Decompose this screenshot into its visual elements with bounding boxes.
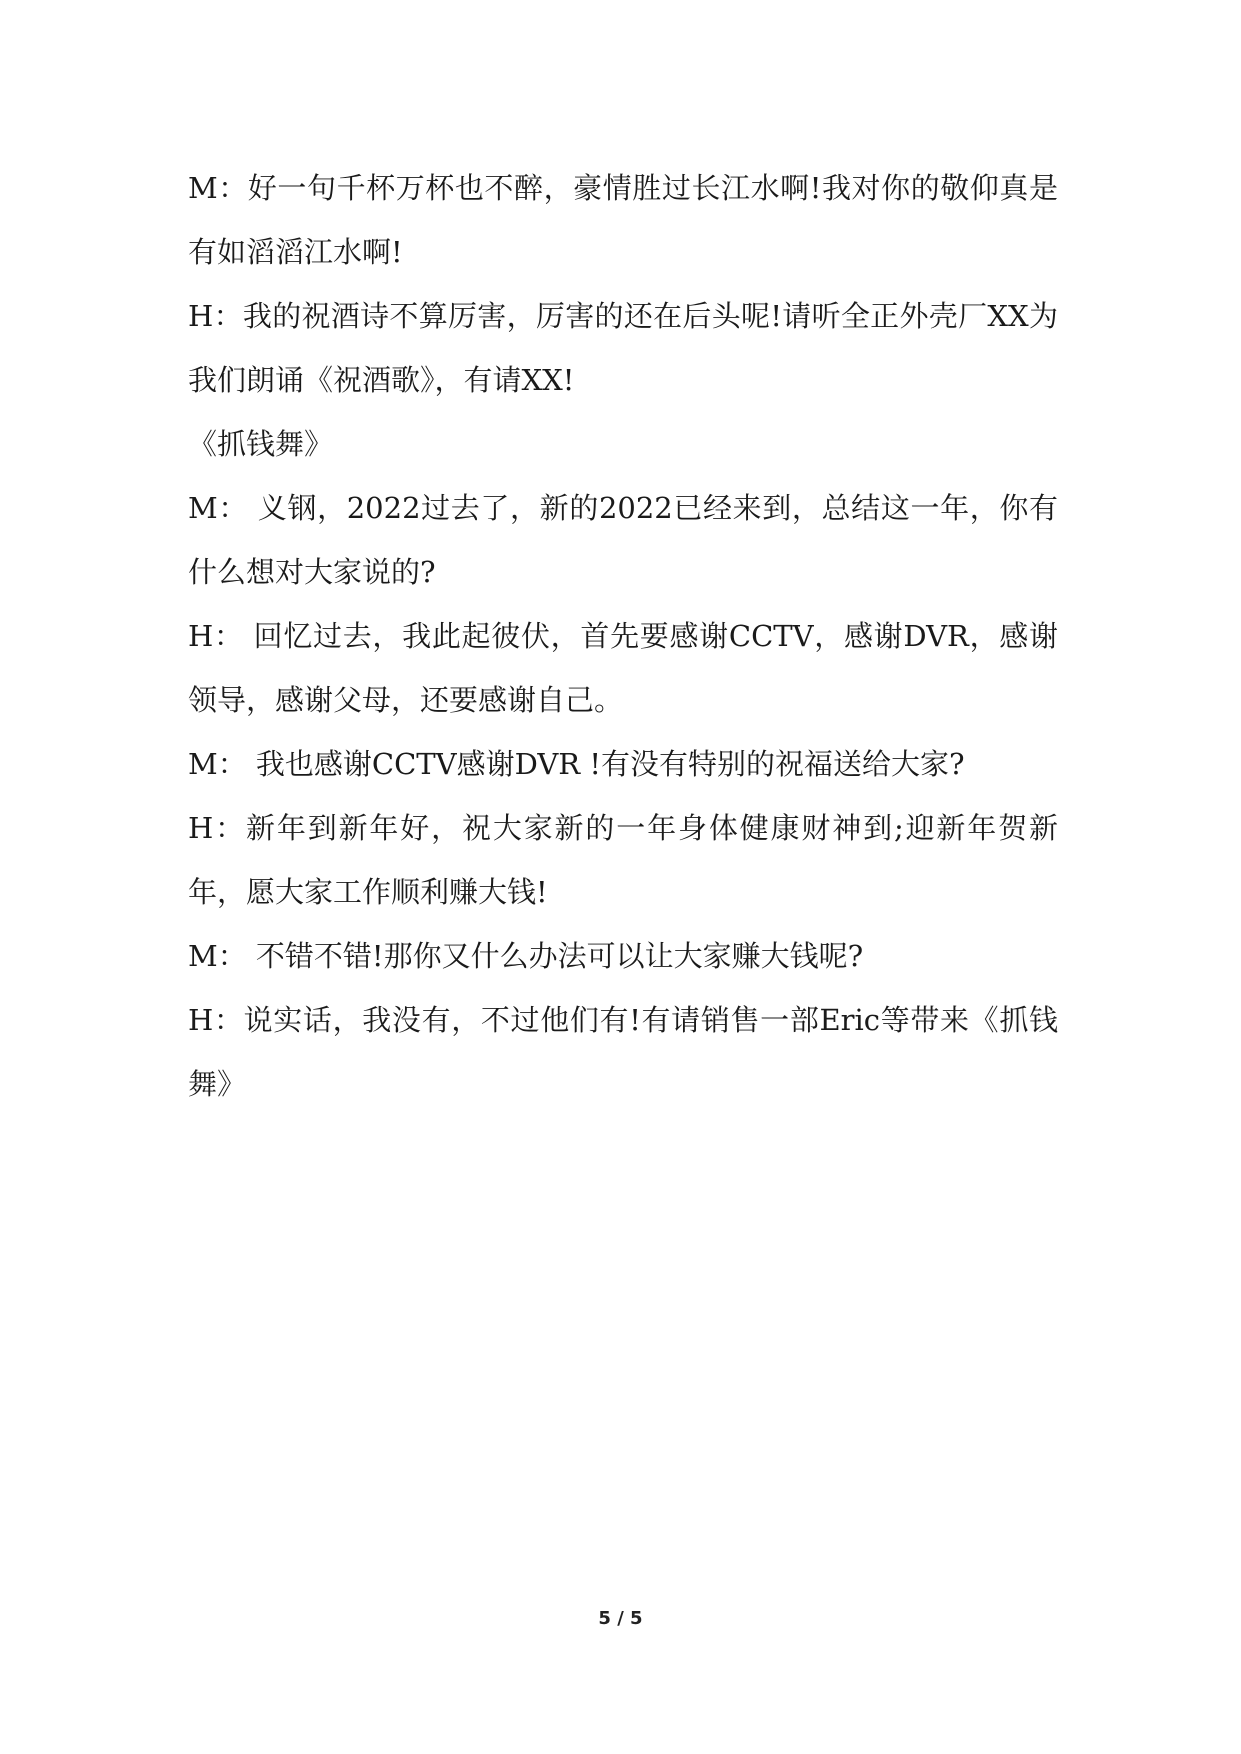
dialogue-paragraph: M： 不错不错!那你又什么办法可以让大家赚大钱呢?: [188, 939, 864, 973]
dialogue-paragraph: H：新年到新年好，祝大家新的一年身体健康财神到;迎新年贺新年，愿大家工作顺利赚大钱!: [188, 811, 1058, 909]
document-body: [188, 156, 1058, 1116]
dialogue-paragraph: H：我的祝酒诗不算厉害，厉害的还在后头呢!请听全正外壳厂XX为我们朗诵《祝酒歌》，有请XX!: [188, 299, 1058, 397]
dialogue-paragraph: H：说实话，我没有，不过他们有!有请销售一部Eric等带来《抓钱舞》: [188, 1003, 1058, 1101]
dialogue-paragraph: M： 我也感谢CCTV感谢DVR !有没有特别的祝福送给大家?: [188, 747, 965, 781]
program-title: 《抓钱舞》: [188, 427, 334, 461]
dialogue-paragraph: M： 义钢，2022过去了，新的2022已经来到，总结这一年，你有什么想对大家说的?: [188, 491, 1058, 589]
dialogue-paragraph: M：好一句千杯万杯也不醉，豪情胜过长江水啊!我对你的敬仰真是有如滔滔江水啊!: [188, 171, 1058, 269]
page-number: 5 / 5: [598, 1608, 643, 1629]
dialogue-paragraph: H： 回忆过去，我此起彼伏，首先要感谢CCTV，感谢DVR，感谢领导，感谢父母，还要感谢自己。: [188, 619, 1058, 717]
